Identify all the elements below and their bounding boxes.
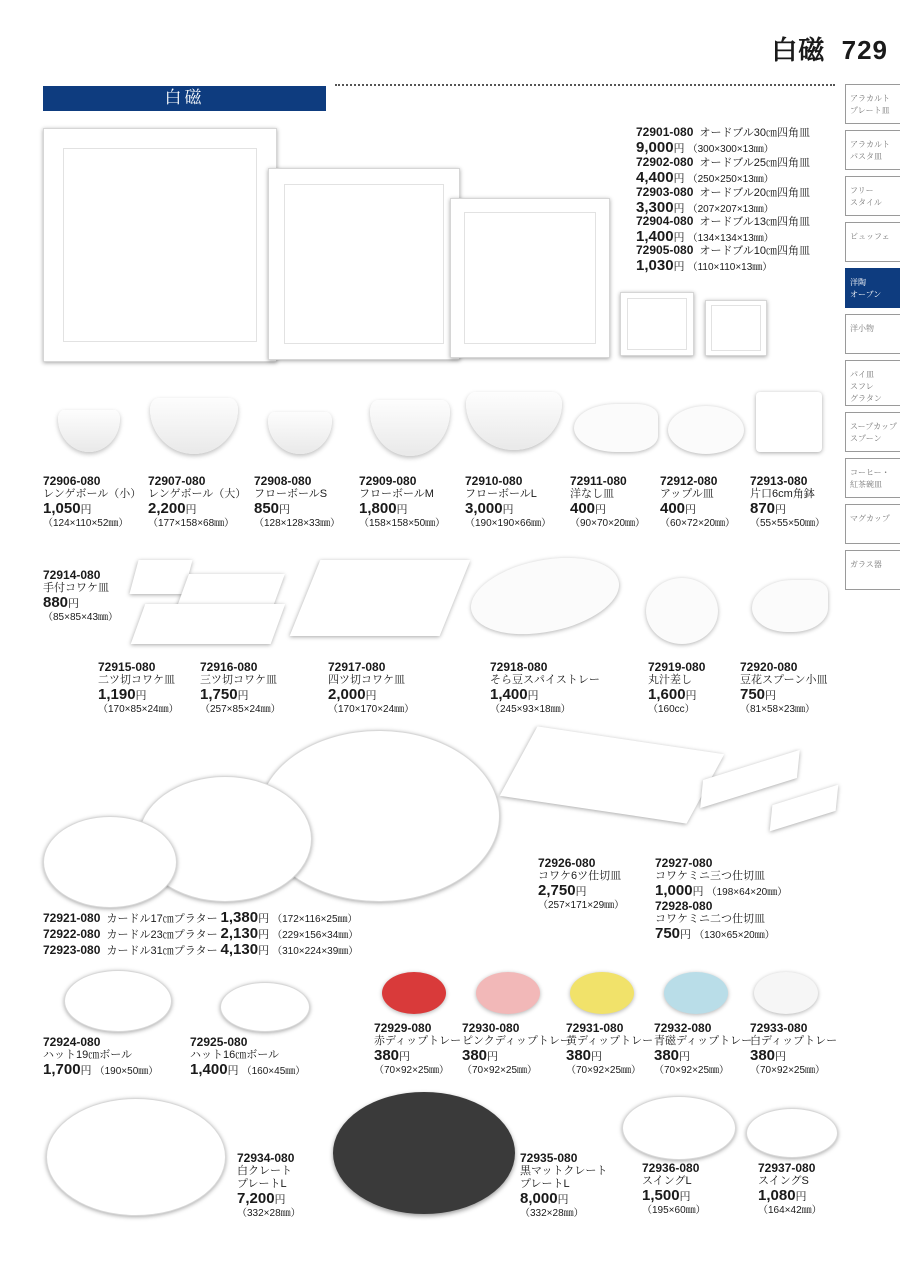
page-title <box>771 30 888 67</box>
tab-pie-souffle-gratin[interactable]: パイ皿 スフレ グラタン <box>845 360 900 406</box>
three-compartment-dish-image <box>131 604 286 644</box>
apple-plate-image <box>668 406 744 454</box>
product-72937: 72937-080 スイングS 1,080円 （164×42㎜） <box>758 1161 822 1216</box>
tab-western-oven[interactable]: 洋陶 オーブン <box>845 268 900 308</box>
bowl-image <box>466 392 562 450</box>
page-category: 白磁 <box>771 35 826 65</box>
product-72934: 72934-080 白クレート プレートL 7,200円 （332×28㎜） <box>237 1151 301 1219</box>
tab-a-la-carte-pasta[interactable]: アラカルト パスタ皿 <box>845 130 900 170</box>
tab-mug[interactable]: マグカップ <box>845 504 900 544</box>
product-72919: 72919-080 丸汁差し 1,600円 （160cc） <box>648 660 706 715</box>
tab-free-style[interactable]: フリー スタイル <box>845 176 900 216</box>
list-item: 72902-080 オードブル25㎝四角皿 4,400円 （250×250×13㎜） <box>636 155 810 186</box>
product-72925: 72925-080 ハット16㎝ボール 1,400円 （160×45㎜） <box>190 1035 306 1078</box>
bean-tray-image <box>464 543 627 649</box>
list-item: 72904-080 オードブル13㎝四角皿 1,400円 （134×134×13㎜） <box>636 214 810 245</box>
product-72926: 72926-080 コワケ6ツ仕切皿 2,750円 （257×171×29㎜） <box>538 856 625 911</box>
product-72910: 72910-080 フローボールL 3,000円 （190×190×66㎜） <box>465 474 552 529</box>
product-72930: 72930-080 ピンクディップトレー 380円 （70×92×25㎜） <box>462 1021 571 1076</box>
square-plate-13-image <box>620 292 694 356</box>
page-number: 729 <box>841 35 888 65</box>
tab-buffet[interactable]: ビュッフェ <box>845 222 900 262</box>
product-72915: 72915-080 二ツ切コワケ皿 1,190円 （170×85×24㎜） <box>98 660 179 715</box>
tab-a-la-carte-plate[interactable]: アラカルト プレート皿 <box>845 84 900 124</box>
product-72912: 72912-080 アップル皿 400円 （60×72×20㎜） <box>660 474 736 529</box>
square-plate-10-image <box>705 300 767 356</box>
square-plate-30-image <box>43 128 277 362</box>
product-72917: 72917-080 四ツ切コワケ皿 2,000円 （170×170×24㎜） <box>328 660 415 715</box>
bowl-image <box>370 400 450 456</box>
celadon-dip-tray-image <box>664 972 728 1014</box>
product-72914: 72914-080 手付コワケ皿 880円 （85×85×43㎜） <box>43 568 119 623</box>
product-72932: 72932-080 青磁ディップトレー 380円 （70×92×25㎜） <box>654 1021 753 1076</box>
pitcher-image <box>646 578 718 644</box>
product-72929: 72929-080 赤ディップトレー 380円 （70×92×25㎜） <box>374 1021 462 1076</box>
product-72933: 72933-080 白ディップトレー 380円 （70×92×25㎜） <box>750 1021 838 1076</box>
tab-soup-cup-spoon[interactable]: スープカップ スプーン <box>845 412 900 452</box>
pear-plate-image <box>574 404 658 452</box>
spoon-dish-image <box>752 580 828 632</box>
swing-l-image <box>622 1096 736 1160</box>
red-dip-tray-image <box>382 972 446 1014</box>
white-crate-plate-image <box>46 1098 226 1216</box>
yellow-dip-tray-image <box>570 972 634 1014</box>
six-compartment-tray-image <box>500 726 725 823</box>
list-item: 72903-080 オードブル20㎝四角皿 3,300円 （207×207×13㎜） <box>636 185 810 216</box>
divider <box>335 84 835 86</box>
square-bowl-image <box>756 392 822 452</box>
square-plate-20-image <box>450 198 610 358</box>
square-plate-25-image <box>268 168 460 360</box>
list-item: 72923-080 カードル31㎝プラター 4,130円 （310×224×39㎜） <box>43 941 359 958</box>
swing-s-image <box>746 1108 838 1158</box>
list-item: 72901-080 オードブル30㎝四角皿 9,000円 （300×300×13㎜） <box>636 125 810 156</box>
white-dip-tray-image <box>754 972 818 1014</box>
pink-dip-tray-image <box>476 972 540 1014</box>
bowl-image <box>268 412 332 454</box>
bowl-image <box>58 410 120 452</box>
product-72935: 72935-080 黒マットクレート プレートL 8,000円 （332×28㎜） <box>520 1151 608 1219</box>
product-72928: 72928-080 コワケミニ二つ仕切皿 750円 （130×65×20㎜） <box>655 899 775 942</box>
product-72909: 72909-080 フローボールM 1,800円 （158×158×50㎜） <box>359 474 446 529</box>
four-compartment-dish-image <box>290 560 471 636</box>
list-item: 72922-080 カードル23㎝プラター 2,130円 （229×156×34㎜） <box>43 925 359 942</box>
platter-17-image <box>43 816 177 908</box>
product-72911: 72911-080 洋なし皿 400円 （90×70×20㎜） <box>570 474 646 529</box>
product-72936: 72936-080 スイングL 1,500円 （195×60㎜） <box>642 1161 706 1216</box>
product-72918: 72918-080 そら豆スパイストレー 1,400円 （245×93×18㎜） <box>490 660 600 715</box>
product-72920: 72920-080 豆花スプーン小皿 750円 （81×58×23㎜） <box>740 660 828 715</box>
category-tabs <box>845 84 900 596</box>
tab-glass[interactable]: ガラス器 <box>845 550 900 590</box>
mini-two-compartment-image <box>770 785 839 832</box>
product-72924: 72924-080 ハット19㎝ボール 1,700円 （190×50㎜） <box>43 1035 159 1078</box>
bowl-image <box>150 398 238 454</box>
list-item: 72905-080 オードブル10㎝四角皿 1,030円 （110×110×13㎜） <box>636 243 810 274</box>
list-item: 72921-080 カードル17㎝プラター 1,380円 （172×116×25㎜） <box>43 909 358 926</box>
product-72916: 72916-080 三ツ切コワケ皿 1,750円 （257×85×24㎜） <box>200 660 281 715</box>
product-72907: 72907-080 レンゲボール（大） 2,200円 （177×158×68㎜） <box>148 474 247 529</box>
tab-coffee-tea[interactable]: コーヒー・ 紅茶碗皿 <box>845 458 900 498</box>
product-72908: 72908-080 フローボールS 850円 （128×128×33㎜） <box>254 474 341 529</box>
hat-bowl-19-image <box>64 970 172 1032</box>
product-72931: 72931-080 黄ディップトレー 380円 （70×92×25㎜） <box>566 1021 654 1076</box>
product-72913: 72913-080 片口6cm角鉢 870円 （55×55×50㎜） <box>750 474 826 529</box>
tab-western-small[interactable]: 洋小物 <box>845 314 900 354</box>
hat-bowl-16-image <box>220 982 310 1032</box>
product-72927: 72927-080 コワケミニ三つ仕切皿 1,000円 （198×64×20㎜） <box>655 856 788 899</box>
black-crate-plate-image <box>333 1092 515 1214</box>
section-banner: 白磁 <box>43 86 326 111</box>
product-72906: 72906-080 レンゲボール（小） 1,050円 （124×110×52㎜） <box>43 474 142 529</box>
